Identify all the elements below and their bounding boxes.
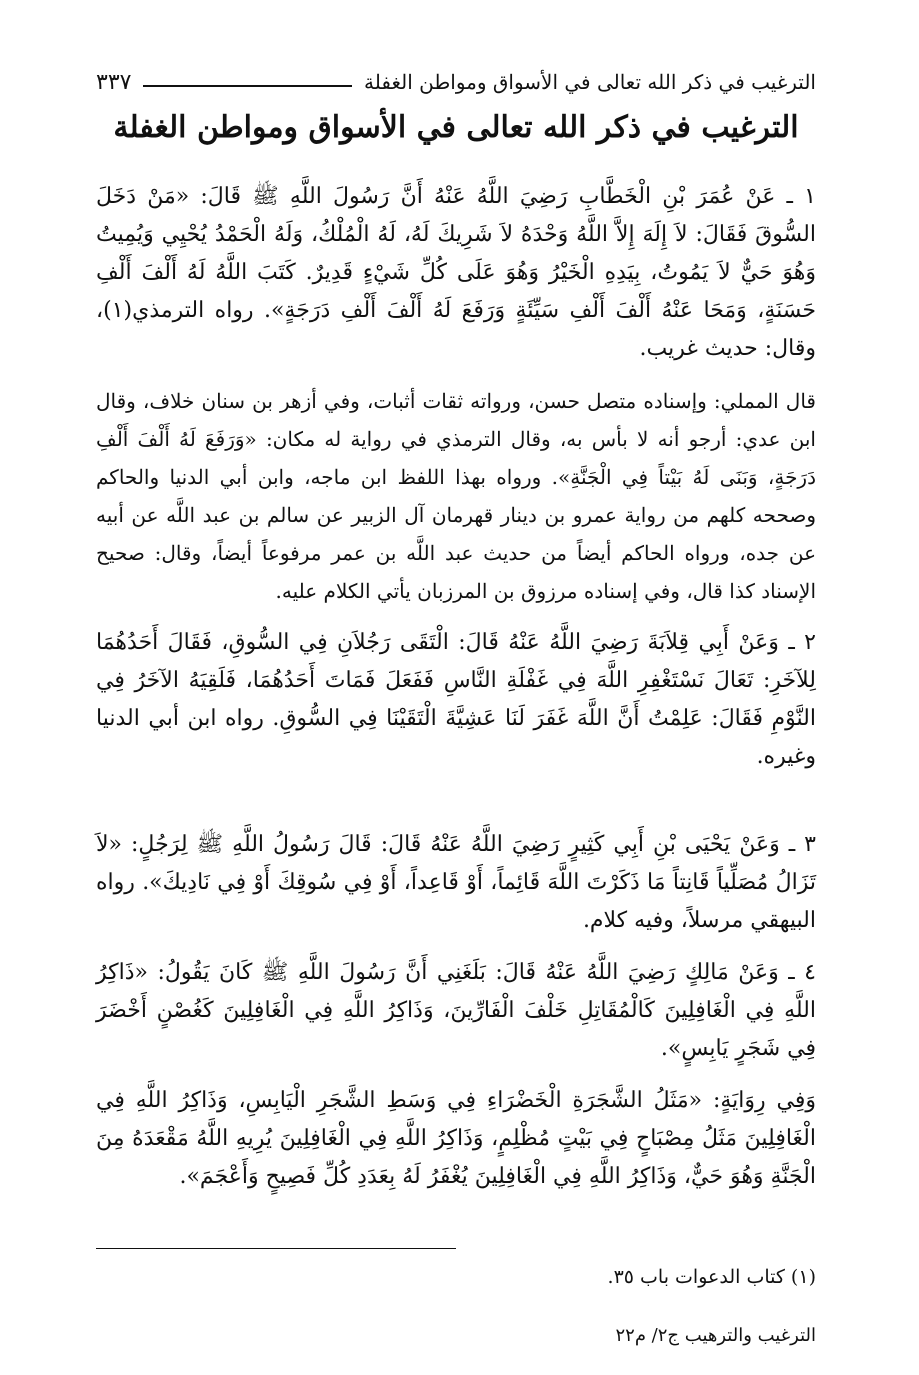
running-header bbox=[96, 60, 816, 104]
book-signature: الترغيب والترهيب ج٢/ م٢٢ bbox=[615, 1325, 816, 1346]
footnote-rule bbox=[96, 1248, 456, 1249]
body-text bbox=[96, 178, 816, 1210]
paragraph-gap bbox=[96, 790, 816, 826]
running-title: الترغيب في ذكر الله تعالى في الأسواق ومواطن الغفلة bbox=[364, 70, 816, 94]
hadith-2: ٢ ـ وَعَنْ أَبِي قِلاَبَةَ رَضِيَ اللَّهُ عَنْهُ قَالَ: الْتَقَى رَجُلاَنِ فِي السُّوقِ، فَقَالَ أَحَدُهُمَا لِلآخَرِ: تَعَالَ نَسْتَغْفِرِ اللَّهَ فِي غَفْلَةِ النَّاسِ فَفَعَلَ فَمَاتَ أَحَدُهُمَا، فَلَقِيَهُ الآخَرُ فِي النَّوْمِ فَقَالَ: عَلِمْتُ أَنَّ اللَّهَ غَفَرَ لَنَا عَشِيَّةَ الْتَقَيْنَا فِي السُّوقِ. رواه ابن أبي الدنيا وغيره. bbox=[96, 630, 816, 769]
hadith-4: ٤ ـ وَعَنْ مَالِكٍ رَضِيَ اللَّهُ عَنْهُ قَالَ: بَلَغَنِي أَنَّ رَسُولَ اللَّهِ ﷺ كَانَ يَقُولُ: «ذَاكِرُ اللَّهِ فِي الْغَافِلِينَ كَالْمُقَاتِلِ خَلْفَ الْفَارِّينَ، وَذَاكِرُ اللَّهِ فِي الْغَافِلِينَ كَغُصْنٍ أَخْضَرَ فِي شَجَرٍ يَابِسٍ». bbox=[96, 960, 816, 1061]
header-rule bbox=[143, 85, 352, 87]
page-number: ٣٣٧ bbox=[96, 69, 132, 95]
hadith-4-variant: وَفِي رِوَايَةٍ: «مَثَلُ الشَّجَرَةِ الْخَضْرَاءِ فِي وَسَطِ الشَّجَرِ الْيَابِسِ، وَذَاكِرُ اللَّهِ فِي الْغَافِلِينَ مَثَلُ مِصْبَاحٍ فِي بَيْتٍ مُظْلِمٍ، وَذَاكِرُ اللَّهِ فِي الْغَافِلِينَ يُرِيهِ اللَّهُ مَقْعَدَهُ مِنَ الْجَنَّةِ وَهُوَ حَيٌّ، وَذَاكِرُ اللَّهِ فِي الْغَافِلِينَ يُغْفَرُ لَهُ بِعَدَدِ كُلِّ فَصِيحٍ وَأَعْجَمَ». bbox=[96, 1088, 816, 1189]
hadith-1: ١ ـ عَنْ عُمَرَ بْنِ الْخَطَّابِ رَضِيَ اللَّهُ عَنْهُ أَنَّ رَسُولَ اللَّهِ ﷺ قَالَ: «مَنْ دَخَلَ السُّوقَ فَقَالَ: لاَ إِلَهَ إِلاَّ اللَّهُ وَحْدَهُ لاَ شَرِيكَ لَهُ، لَهُ الْمُلْكُ، وَلَهُ الْحَمْدُ يُحْيِي وَيُمِيتُ وَهُوَ حَيٌّ لاَ يَمُوتُ، بِيَدِهِ الْخَيْرُ وَهُوَ عَلَى كُلِّ شَيْءٍ قَدِيرٌ. كَتَبَ اللَّهُ لَهُ أَلْفَ أَلْفِ حَسَنَةٍ، وَمَحَا عَنْهُ أَلْفَ أَلْفِ سَيِّئَةٍ وَرَفَعَ لَهُ أَلْفَ أَلْفِ دَرَجَةٍ». رواه الترمذي(١)، وقال: حديث غريب. bbox=[96, 184, 816, 361]
book-page bbox=[96, 0, 816, 1375]
footnote: (١) كتاب الدعوات باب ٣٥. bbox=[607, 1266, 816, 1288]
chapter-title: الترغيب في ذكر الله تعالى في الأسواق ومواطن الغفلة bbox=[113, 110, 799, 145]
commentary-1: قال المملي: وإسناده متصل حسن، ورواته ثقات أثبات، وفي أزهر بن سنان خلاف، وقال ابن عدي: أرجو أنه لا بأس به، وقال الترمذي في رواية له مكان: «وَرَفَعَ لَهُ أَلْفَ أَلْفِ دَرَجَةٍ، وَبَنَى لَهُ بَيْتاً فِي الْجَنَّةِ». ورواه بهذا اللفظ ابن ماجه، وابن أبي الدنيا والحاكم وصححه كلهم من رواية عمرو بن دينار قهرمان آل الزبير عن سالم بن عبد اللَّه عن أبيه عن جده، ورواه الحاكم أيضاً من حديث عبد اللَّه بن عمر مرفوعاً أيضاً، وقال: صحيح الإسناد كذا قال، وفي إسناده مرزوق بن المرزبان يأتي الكلام عليه. bbox=[96, 389, 816, 603]
hadith-3: ٣ ـ وَعَنْ يَحْيَى بْنِ أَبِي كَثِيرٍ رَضِيَ اللَّهُ عَنْهُ قَالَ: قَالَ رَسُولُ اللَّهِ ﷺ لِرَجُلٍ: «لاَ تَزَالُ مُصَلِّياً قَانِتاً مَا ذَكَرْتَ اللَّهَ قَائِماً، أَوْ قَاعِداً، أَوْ فِي سُوقِكَ أَوْ فِي نَادِيكَ». رواه البيهقي مرسلاً، وفيه كلام. bbox=[96, 832, 816, 933]
